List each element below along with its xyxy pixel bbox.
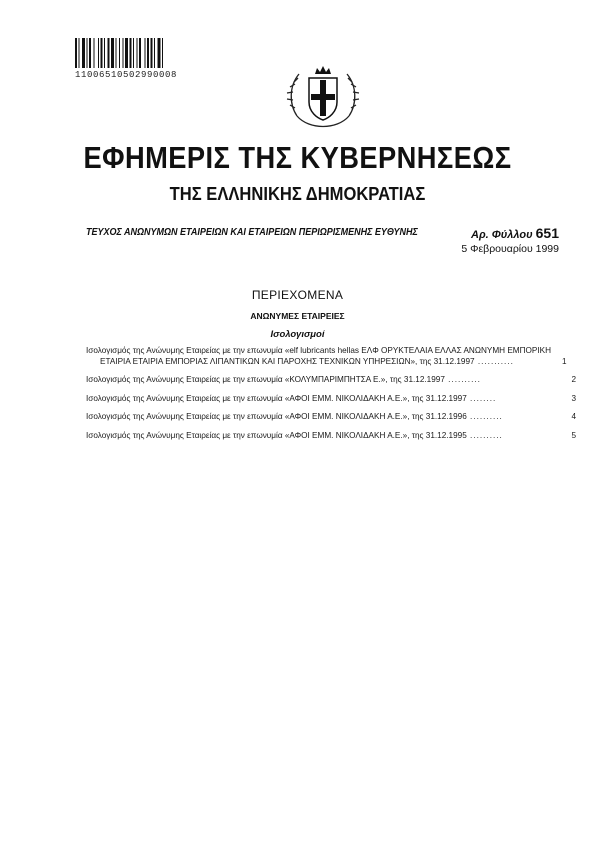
barcode [75, 38, 225, 68]
barcode-bar [147, 38, 149, 68]
section-heading: ΑΝΩΝΥΜΕΣ ΕΤΑΙΡΕΙΕΣ [250, 311, 345, 321]
barcode-number: 11006510502990008 [75, 70, 178, 80]
barcode-bar [79, 38, 80, 68]
contents-heading: ΠΕΡΙΕΧΟΜΕΝΑ [251, 288, 344, 302]
toc-entry-text: Ισολογισμός της Ανώνυμης Εταιρείας με την επωνυμία «ΑΦΟΙ ΕΜΜ. ΝΙΚΟΛΙΔΑΚΗ Α.Ε.», της 31.12.1997 [86, 393, 467, 403]
barcode-bar [94, 38, 95, 68]
barcode-bar [82, 38, 85, 68]
barcode-bar [158, 38, 161, 68]
toc-entry-page: 4 [571, 412, 576, 421]
gazette-subtitle: ΤΗΣ ΕΛΛΗΝΙΚΗΣ ΔΗΜΟΚΡΑΤΙΑΣ [169, 184, 426, 204]
barcode-bar [89, 38, 91, 68]
coat-of-arms-emblem [285, 60, 361, 136]
sheet-number-block [471, 225, 559, 241]
toc-entry-text: Ισολογισμός της Ανώνυμης Εταιρείας με την επωνυμία «ΚΟΛΥΜΠΑΡΙΜΠΗΤΣΑ Ε.», της 31.12.1997 [86, 375, 445, 384]
barcode-bar [125, 38, 128, 68]
barcode-bar [154, 38, 155, 68]
sheet-number: 651 [535, 225, 559, 241]
subsection-heading: Ισολογισμοί [270, 329, 325, 340]
toc-entry-page: 2 [571, 375, 576, 384]
barcode-bar [104, 38, 105, 68]
barcode-bar [145, 38, 146, 68]
barcode-bar [116, 38, 117, 68]
toc-entry: Ισολογισμός της Ανώνυμης Εταιρείας με την επωνυμία «elf lubricants hellas ΕΛΦ ΟΡΥΚΤΕΛΑΙΑ ΕΛΛΑΣ ΑΝΩΝΥΜΗ ΕΜΠΟΡΙΚΗ ΕΤΑΙΡΙΑ ΕΤΑΙΡΙΑ ΕΜΠΟΡΙΑΣ ΛΙΠΑΝΤΙΚΩΝ ΚΑΙ ΠΑΡΟΧΗΣ ΤΕΧΝΙΚΩΝ ΥΠΗΡΕΣΙΩΝ», της 31.12.1997 ........... 1 [86, 346, 567, 366]
barcode-bar [87, 38, 88, 68]
toc-entry-page: 5 [571, 430, 576, 440]
barcode-bar [162, 38, 163, 68]
toc-entry: Ισολογισμός της Ανώνυμης Εταιρείας με την επωνυμία «ΑΦΟΙ ΕΜΜ. ΝΙΚΟΛΙΔΑΚΗ Α.Ε.», της 31.12.1997 ........ 3 [86, 393, 576, 403]
toc-entry-page: 3 [571, 393, 576, 403]
barcode-bar [119, 38, 120, 68]
barcode-bar [130, 38, 132, 68]
barcode-bar [98, 38, 99, 68]
barcode-bar [101, 38, 103, 68]
toc-entry-text: Ισολογισμός της Ανώνυμης Εταιρείας με την επωνυμία «ΑΦΟΙ ΕΜΜ. ΝΙΚΟΛΙΔΑΚΗ Α.Ε.», της 31.12.1996 [86, 412, 467, 421]
issue-type: ΤΕΥΧΟΣ ΑΝΩΝΥΜΩΝ ΕΤΑΙΡΕΙΩΝ ΚΑΙ ΕΤΑΙΡΕΙΩΝ ΠΕΡΙΩΡΙΣΜΕΝΗΣ ΕΥΘΥΝΗΣ [86, 227, 418, 238]
toc-entry: Ισολογισμός της Ανώνυμης Εταιρείας με την επωνυμία «ΚΟΛΥΜΠΑΡΙΜΠΗΤΣΑ Ε.», της 31.12.1997 .......... 2 [86, 375, 576, 384]
toc-entry-text: Ισολογισμός της Ανώνυμης Εταιρείας με την επωνυμία «ΑΦΟΙ ΕΜΜ. ΝΙΚΟΛΙΔΑΚΗ Α.Ε.», της 31.12.1995 [86, 430, 467, 440]
table-of-contents [86, 346, 576, 449]
gazette-title: ΕΦΗΜΕΡΙΣ ΤΗΣ ΚΥΒΕΡΝΗΣΕΩΣ [83, 140, 512, 175]
barcode-bar [108, 38, 110, 68]
toc-entry: Ισολογισμός της Ανώνυμης Εταιρείας με την επωνυμία «ΑΦΟΙ ΕΜΜ. ΝΙΚΟΛΙΔΑΚΗ Α.Ε.», της 31.12.1995 .......... 5 [86, 430, 576, 440]
barcode-bar [111, 38, 114, 68]
barcode-bar [75, 38, 77, 68]
issue-date: 5 Φεβρουαρίου 1999 [461, 243, 559, 255]
barcode-bar [139, 38, 141, 68]
toc-entry: Ισολογισμός της Ανώνυμης Εταιρείας με την επωνυμία «ΑΦΟΙ ΕΜΜ. ΝΙΚΟΛΙΔΑΚΗ Α.Ε.», της 31.12.1996 .......... 4 [86, 412, 576, 421]
sheet-label: Αρ. Φύλλου [471, 229, 533, 241]
barcode-bar [133, 38, 134, 68]
barcode-bar [151, 38, 153, 68]
barcode-bar [123, 38, 124, 68]
toc-entry-text: Ισολογισμός της Ανώνυμης Εταιρείας με την επωνυμία «elf lubricants hellas ΕΛΦ ΟΡΥΚΤΕΛΑΙΑ ΕΛΛΑΣ ΑΝΩΝΥΜΗ ΕΜΠΟΡΙΚΗ ΕΤΑΙΡΙΑ ΕΤΑΙΡΙΑ ΕΜΠΟΡΙΑΣ ΛΙΠΑΝΤΙΚΩΝ ΚΑΙ ΠΑΡΟΧΗΣ ΤΕΧΝΙΚΩΝ ΥΠΗΡΕΣΙΩΝ», της 31.12.1997 [86, 346, 552, 366]
barcode-bar [137, 38, 138, 68]
